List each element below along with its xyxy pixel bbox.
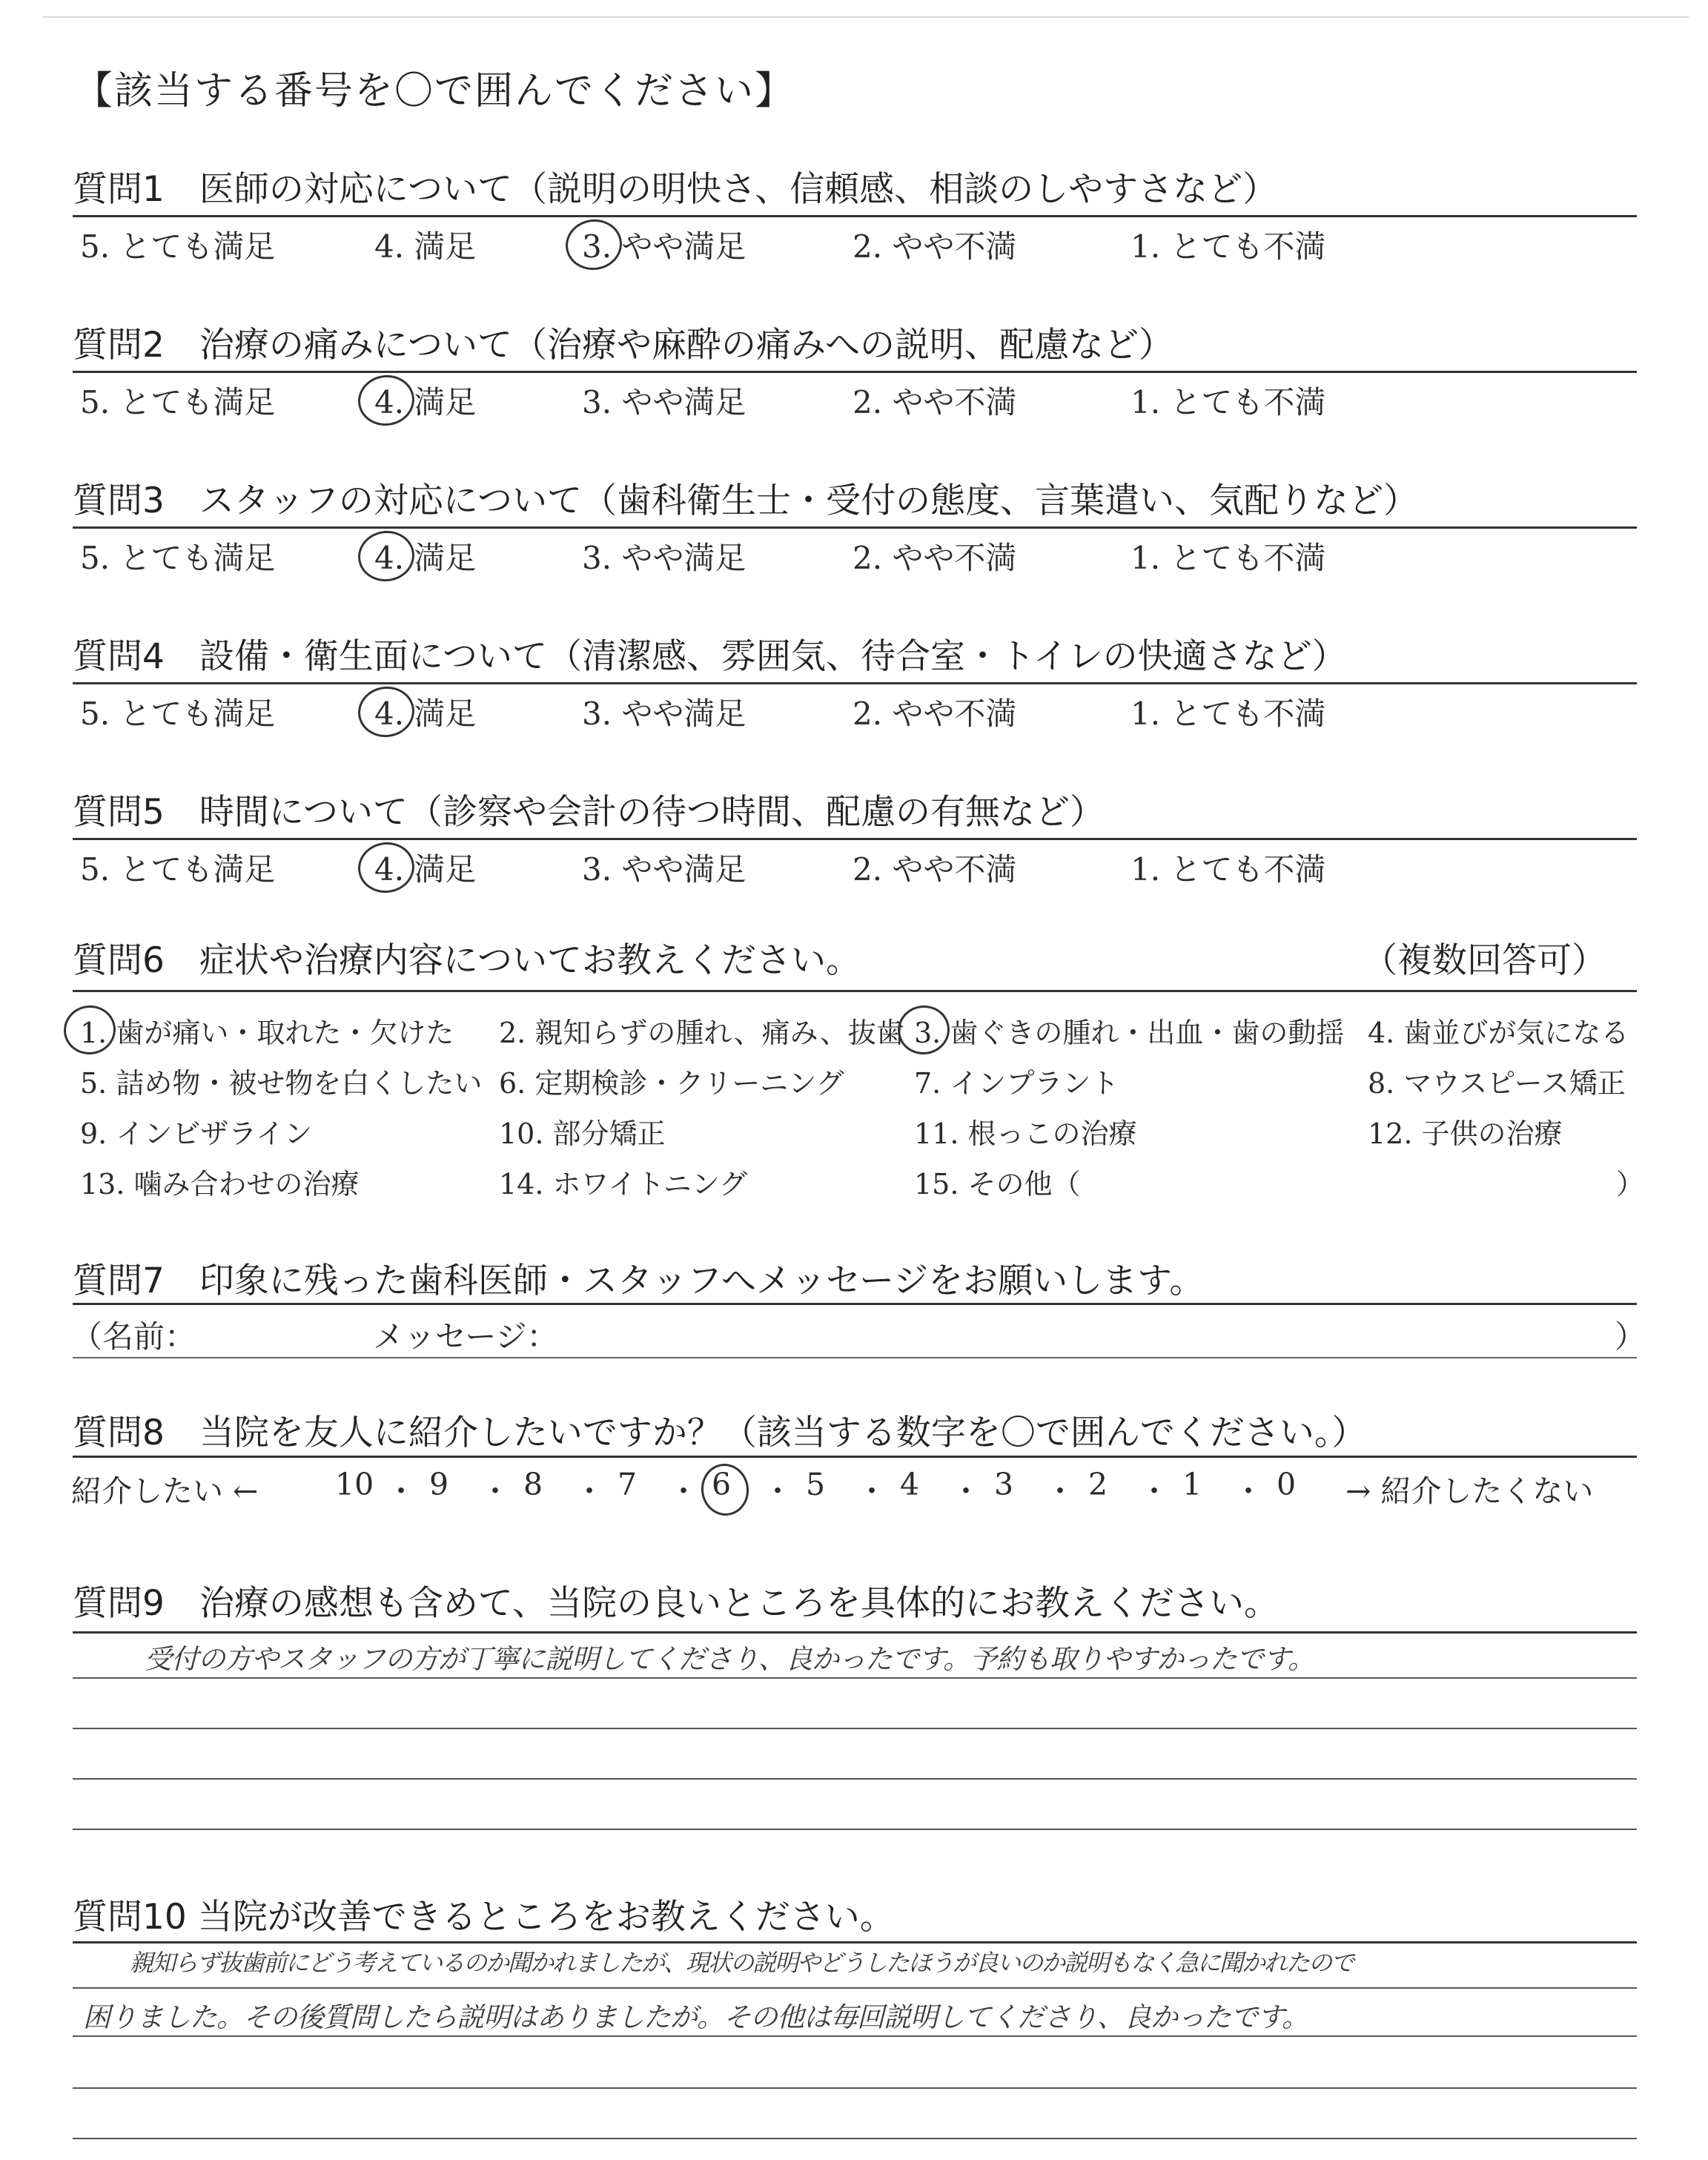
q1-option-4[interactable]: 4. 満足 (374, 228, 477, 265)
q6-rule (73, 990, 1637, 992)
q7-close-paren: ） (1615, 1318, 1646, 1355)
q2-option-5[interactable]: 5. とても満足 (80, 384, 276, 420)
q1-option-2[interactable]: 2. やや不満 (853, 228, 1017, 265)
q8-right-label: → 紹介したくない (1345, 1473, 1594, 1509)
q1-option-5[interactable]: 5. とても満足 (80, 228, 276, 265)
q8-scale-7[interactable]: 7 (618, 1467, 638, 1502)
q4-option-1[interactable]: 1. とても不満 (1131, 696, 1326, 732)
q10-answer-line-2: 困りました。その後質問したら説明はありましたが。その他は毎回説明してくださり、良かったです。 (83, 2001, 1309, 2033)
q6-option-16: ） (1616, 1168, 1645, 1200)
q6-option-13[interactable]: 13. 噛み合わせの治療 (80, 1168, 360, 1200)
q7-answer-line (73, 1357, 1637, 1358)
q2-option-1[interactable]: 1. とても不満 (1131, 384, 1326, 420)
q6-option-6[interactable]: 6. 定期検診・クリーニング (499, 1067, 844, 1100)
q9-title: 質問9 治療の感想も含めて、当院の良いところを具体的にお教えください。 (73, 1583, 1279, 1624)
page-heading: 【該当する番号を〇で囲んでください】 (74, 69, 795, 113)
q6-option-15[interactable]: 15. その他（ (914, 1168, 1081, 1200)
q3-title: 質問3 スタッフの対応について（歯科衛生士・受付の態度、言葉遣い、気配りなど） (73, 480, 1418, 521)
q6-option-2[interactable]: 2. 親知らずの腫れ、痛み、抜歯 (499, 1017, 904, 1049)
q8-scale-0[interactable]: 0 (1277, 1467, 1297, 1502)
q8-scale-dot: ・ (668, 1473, 699, 1509)
q7-name-label: （名前： (71, 1318, 196, 1355)
q8-scale-6[interactable]: 6 (712, 1467, 732, 1502)
q9-line-3 (73, 1778, 1637, 1780)
q3-option-1[interactable]: 1. とても不満 (1131, 540, 1326, 576)
q8-scale-9[interactable]: 9 (429, 1467, 449, 1502)
q4-rule (73, 682, 1637, 684)
q8-scale-4[interactable]: 4 (900, 1467, 920, 1502)
q8-scale-dot: ・ (385, 1473, 417, 1509)
q10-line-3 (73, 2087, 1637, 2089)
q1-rule (73, 215, 1637, 217)
q4-option-4[interactable]: 4. 満足 (374, 696, 477, 732)
q8-scale-8[interactable]: 8 (523, 1467, 543, 1502)
q8-scale-10[interactable]: 10 (335, 1467, 374, 1502)
q8-scale-dot: ・ (762, 1473, 793, 1509)
q10-line-4 (73, 2138, 1637, 2139)
q2-option-2[interactable]: 2. やや不満 (853, 384, 1017, 420)
q6-option-12[interactable]: 12. 子供の治療 (1368, 1117, 1563, 1150)
q5-option-4[interactable]: 4. 満足 (374, 851, 477, 888)
q6-note: （複数回答可） (1363, 940, 1606, 981)
q2-rule (73, 371, 1637, 373)
q5-option-2[interactable]: 2. やや不満 (853, 851, 1017, 888)
q5-option-5[interactable]: 5. とても満足 (80, 851, 276, 888)
q10-title: 質問10 当院が改善できるところをお教えください。 (73, 1897, 895, 1938)
q10-rule (73, 1941, 1637, 1943)
q2-option-4[interactable]: 4. 満足 (374, 384, 477, 420)
q7-message-label: メッセージ： (373, 1318, 558, 1355)
q7-title: 質問7 印象に残った歯科医師・スタッフへメッセージをお願いします。 (73, 1261, 1205, 1301)
q8-scale-1[interactable]: 1 (1182, 1467, 1202, 1502)
q4-option-5[interactable]: 5. とても満足 (80, 696, 276, 732)
q6-option-4[interactable]: 4. 歯並びが気になる (1368, 1017, 1629, 1049)
q8-scale-2[interactable]: 2 (1088, 1467, 1108, 1502)
q3-option-4[interactable]: 4. 満足 (374, 540, 477, 576)
q8-scale-5[interactable]: 5 (806, 1467, 826, 1502)
q5-option-3[interactable]: 3. やや満足 (582, 851, 747, 888)
q10-line-2 (73, 2035, 1637, 2037)
q8-title: 質問8 当院を友人に紹介したいですか？（該当する数字を〇で囲んでください。） (73, 1413, 1367, 1453)
q10-answer-line-1: 親知らず抜歯前にどう考えているのか聞かれましたが、現状の説明やどうしたほうが良いのか説明もなく急に聞かれたので (130, 1949, 1354, 1977)
q10-line-1 (73, 1987, 1637, 1989)
q8-left-label: 紹介したい ← (71, 1473, 259, 1509)
q9-rule (73, 1631, 1637, 1634)
q9-line-2 (73, 1728, 1637, 1729)
q8-scale-dot: ・ (1139, 1473, 1170, 1509)
q5-rule (73, 838, 1637, 840)
q4-title: 質問4 設備・衛生面について（清潔感、雰囲気、待合室・トイレの快適さなど） (73, 636, 1347, 677)
q5-option-1[interactable]: 1. とても不満 (1131, 851, 1326, 888)
q8-rule (73, 1456, 1637, 1458)
q3-option-2[interactable]: 2. やや不満 (853, 540, 1017, 576)
q3-option-3[interactable]: 3. やや満足 (582, 540, 747, 576)
q4-option-2[interactable]: 2. やや不満 (853, 696, 1017, 732)
q5-title: 質問5 時間について（診察や会計の待つ時間、配慮の有無など） (73, 792, 1105, 833)
q8-scale-dot: ・ (1233, 1473, 1264, 1509)
q8-scale-dot: ・ (856, 1473, 887, 1509)
q1-option-1[interactable]: 1. とても不満 (1131, 228, 1326, 265)
q8-scale-dot: ・ (574, 1473, 605, 1509)
q6-option-1[interactable]: 1. 歯が痛い・取れた・欠けた (80, 1017, 454, 1049)
q1-option-3[interactable]: 3. やや満足 (582, 228, 747, 265)
q8-scale-dot: ・ (1045, 1473, 1076, 1509)
q7-rule (73, 1303, 1637, 1305)
q8-scale-3[interactable]: 3 (994, 1467, 1014, 1502)
q6-title: 質問6 症状や治療内容についてお教えください。 (73, 940, 861, 981)
scan-top-edge (43, 16, 1689, 18)
q3-rule (73, 526, 1637, 529)
q6-option-10[interactable]: 10. 部分矯正 (499, 1117, 666, 1150)
q2-option-3[interactable]: 3. やや満足 (582, 384, 747, 420)
q6-option-8[interactable]: 8. マウスピース矯正 (1368, 1067, 1626, 1100)
q4-option-3[interactable]: 3. やや満足 (582, 696, 747, 732)
q2-title: 質問2 治療の痛みについて（治療や麻酔の痛みへの説明、配慮など） (73, 325, 1174, 366)
q8-selected-circle (698, 1461, 752, 1519)
q6-option-11[interactable]: 11. 根っこの治療 (914, 1117, 1137, 1150)
q9-answer-line-1: 受付の方やスタッフの方が丁寧に説明してくださり、良かったです。予約も取りやすかったです。 (145, 1643, 1315, 1675)
q3-option-5[interactable]: 5. とても満足 (80, 540, 276, 576)
q6-option-9[interactable]: 9. インビザライン (80, 1117, 313, 1150)
q8-scale-dot: ・ (480, 1473, 511, 1509)
q9-line-4 (73, 1829, 1637, 1830)
q6-option-14[interactable]: 14. ホワイトニング (499, 1168, 748, 1200)
q6-option-3[interactable]: 3. 歯ぐきの腫れ・出血・歯の動揺 (914, 1017, 1345, 1049)
q1-title: 質問1 医師の対応について（説明の明快さ、信頼感、相談のしやすさなど） (73, 169, 1278, 210)
q8-scale-dot: ・ (950, 1473, 982, 1509)
q9-line-1 (73, 1677, 1637, 1679)
q6-option-5[interactable]: 5. 詰め物・被せ物を白くしたい (80, 1067, 483, 1100)
q6-option-7[interactable]: 7. インプラント (914, 1067, 1119, 1100)
